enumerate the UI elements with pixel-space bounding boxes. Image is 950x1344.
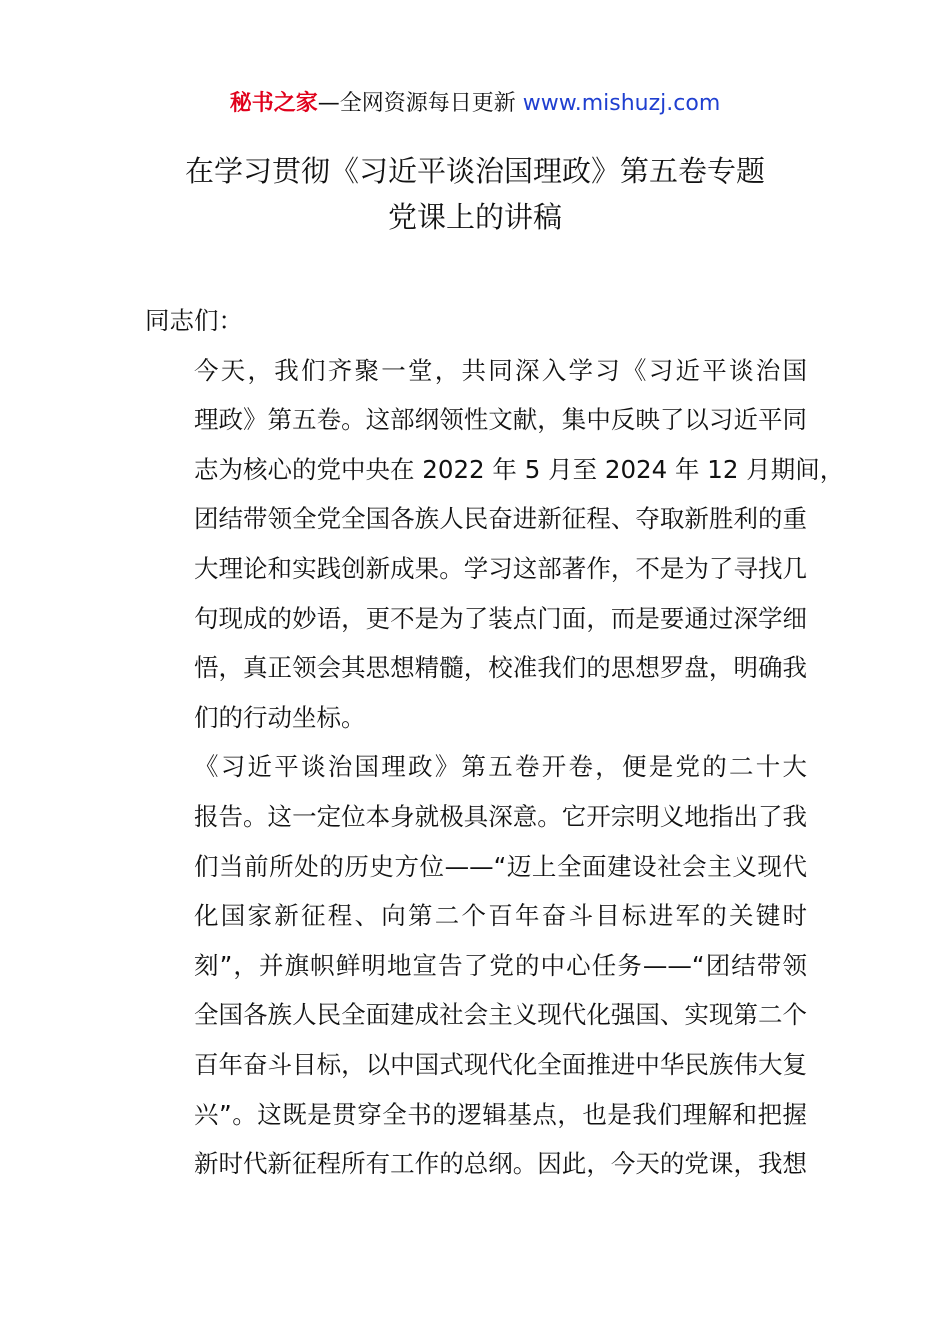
paragraph-line: 化国家新征程、向第二个百年奋斗目标进军的关键时 <box>194 901 807 931</box>
site-header <box>0 88 950 120</box>
title-line-2: 党课上的讲稿 <box>387 200 562 234</box>
paragraph-line: 《习近平谈治国理政》第五卷开卷，便是党的二十大 <box>194 752 807 782</box>
paragraph-line: 志为核心的党中央在 2022 年 5 月至 2024 年 12 月期间， <box>194 454 845 484</box>
paragraph-line: 团结带领全党全国各族人民奋进新征程、夺取新胜利的重 <box>194 504 807 534</box>
paragraph-line: 百年奋斗目标，以中国式现代化全面推进中华民族伟大复 <box>194 1049 807 1079</box>
paragraph-line: 新时代新征程所有工作的总纲。因此，今天的党课，我想 <box>194 1149 807 1179</box>
paragraph-line: 大理论和实践创新成果。学习这部著作，不是为了寻找几 <box>194 553 807 583</box>
paragraph-1 <box>145 346 845 743</box>
paragraph-line: 报告。这一定位本身就极具深意。它开宗明义地指出了我 <box>194 801 807 831</box>
paragraph-line: 兴”。这既是贯穿全书的逻辑基点，也是我们理解和把握 <box>194 1099 807 1129</box>
site-url-link[interactable]: www.mishuzj.com <box>522 91 721 116</box>
title-line-1: 在学习贯彻《习近平谈治国理政》第五卷专题 <box>184 154 765 188</box>
brand-name: 秘书之家 <box>229 91 318 116</box>
salutation: 同志们： <box>145 306 243 335</box>
paragraph-line: 们当前所处的历史方位——“迈上全面建设社会主义现代 <box>194 851 807 881</box>
paragraph-line: 句现成的妙语，更不是为了装点门面，而是要通过深学细 <box>194 603 807 633</box>
document-body <box>145 296 845 1189</box>
paragraph-line: 理政》第五卷。这部纲领性文献，集中反映了以习近平同 <box>194 405 807 435</box>
document-title <box>120 148 830 240</box>
paragraph-line: 全国各族人民全面建成社会主义现代化强国、实现第二个 <box>194 1000 807 1030</box>
paragraph-line: 悟，真正领会其思想精髓，校准我们的思想罗盘，明确我 <box>194 653 807 683</box>
paragraph-line: 刻”，并旗帜鲜明地宣告了党的中心任务——“团结带领 <box>194 950 807 980</box>
paragraph-line: 们的行动坐标。 <box>194 702 366 732</box>
header-tagline: —全网资源每日更新 <box>317 91 516 116</box>
paragraph-2 <box>145 742 807 1188</box>
paragraph-line: 今天，我们齐聚一堂，共同深入学习《习近平谈治国 <box>194 355 807 385</box>
